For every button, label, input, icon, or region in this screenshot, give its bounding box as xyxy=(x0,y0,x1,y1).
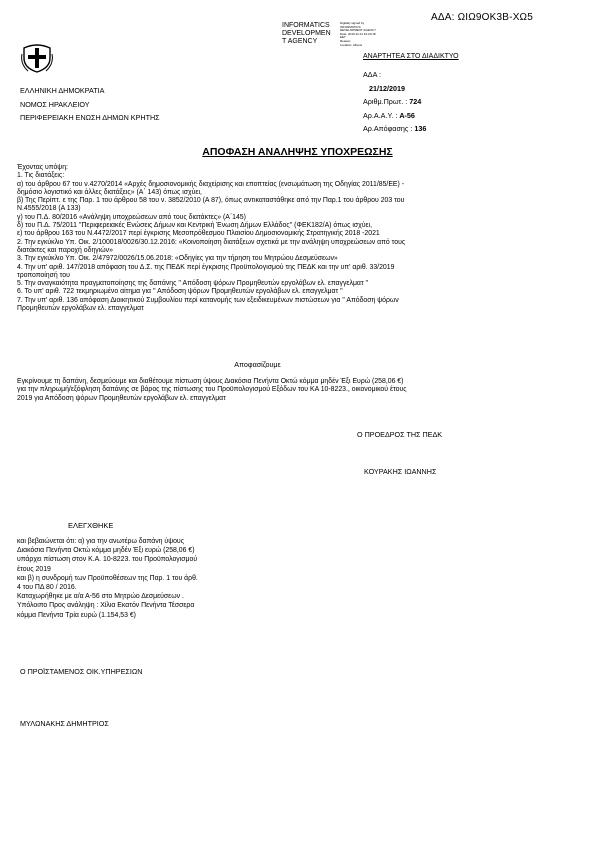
issuer-line: ΝΟΜΟΣ ΗΡΑΚΛΕΙΟΥ xyxy=(20,99,90,109)
body-line: 4. Την υπ' αριθ. 147/2018 απόφαση του Δ.Σ. της ΠΕΔΚ περί έγκρισης Προϋπολογισμού της ΠΕΔΚ και την υπ' αριθ. 33/2019 xyxy=(17,263,395,271)
ida-logo-line: DEVELOPMEN xyxy=(282,30,331,38)
body-line: δημόσιο λογιστικό και άλλες διατάξεις» (Α΄ 143) όπως ισχύει, xyxy=(17,188,202,196)
ada-label: ΑΔΑ : xyxy=(363,70,381,79)
verification-line: υπάρχει πίστωση στον Κ.Α. 10-8223. του Προϋπολογισμού xyxy=(17,556,198,564)
president-name: ΚΟΥΡΑΚΗΣ ΙΩΑΝΝΗΣ xyxy=(364,467,437,476)
decision-line: για την πληρωμή/εξόφληση δαπάνης σε βάρος της πίστωσης του Προϋπολογισμού Εξόδων του ΚΑ 10-8223., οικονομικού έτους xyxy=(17,386,407,394)
verification-line: έτους 2019 xyxy=(17,565,51,573)
body-line: Προμηθευτών εργολάβων ελ. επαγγελματ xyxy=(17,305,144,313)
ida-logo-line: INFORMATICS xyxy=(282,22,330,29)
verification-line: Διακόσια Πενήντα Οκτώ κόμμα μηδέν Έξι ευρώ (258,06 €) xyxy=(17,547,195,555)
body-line: Ν.4555/2018 (Α 133) xyxy=(17,205,81,213)
verification-line: Υπόλοιπο Προς ανάληψη : Χίλια Εκατόν Πενήντα Τέσσερα xyxy=(17,602,195,610)
verification-line: Καταχωρήθηκε με α/α Α-56 στο Μητρώο Δεσμεύσεων . xyxy=(17,593,184,601)
body-line: β) Της Περίπτ. ε της Παρ. 1 του άρθρου 58 του ν. 3852/2010 (Α 87), όπως αντικαταστάθηκε από την Παρ.1 του άρθρου 203 του xyxy=(17,197,405,205)
signature-line: DEVELOPMENT AGENCY xyxy=(340,28,376,33)
body-line: διατάκτες και παροχή οδηγιών» xyxy=(17,246,113,254)
signature-line: Location: Athens xyxy=(340,42,363,47)
body-line: 6. Το υπ' αριθ. 722 τεκμηριωμένο αίτημα για '' Απόδοση ψόρων Προμηθευτών εργολάβων ελ. επαγγελματ '' xyxy=(17,288,343,296)
decision-label: Αρ.Απόφασης : xyxy=(363,124,413,133)
body-line: 7. Την υπ' αριθ. 136 απόφαση Διοικητικού Συμβουλίου περί κατανομής των εξειδικευμένων πιστώσεων για '' Απόδοση ψόρων xyxy=(17,296,399,304)
issuer-line: ΕΛΛΗΝΙΚΗ ΔΗΜΟΚΡΑΤΙΑ xyxy=(20,86,105,95)
protocol-number: 724 xyxy=(409,97,422,106)
body-line: ε) του άρθρου 163 του Ν.4472/2017 περί έγκρισης Μεσοπρόθεσμου Πλαισίου Δημοσιονομικής Στρατηγικής 2018 -2021 xyxy=(17,230,380,238)
signature-line: EET xyxy=(340,35,346,40)
greek-coat-of-arms-icon xyxy=(20,40,54,74)
signature-line: Digitally signed by xyxy=(340,21,365,25)
signature-line: Reason: xyxy=(340,38,352,43)
verification-text xyxy=(17,537,198,620)
body-line: 3. Την εγκύκλιο Υπ. Οικ. 2/47972/0026/15.06.2018: «Οδηγίες για την τήρηση του Μητρώου Δεσμεύσεων» xyxy=(17,255,338,263)
considerations-section xyxy=(17,164,577,313)
body-line: 2. Την εγκύκλιο Υπ. Οικ. 2/100018/0026/30.12.2016: «Κοινοποίηση διατάξεων σχετικά με την ανάληψη υποχρεώσεων από τους xyxy=(17,238,406,246)
decision-number: 136 xyxy=(414,124,427,133)
decision-line: 2019 για Απόδοση ψόρων Προμηθευτών εργολάβων ελ. επαγγελματ xyxy=(17,394,226,402)
body-line: 5. Την αναγκαιότητα πραγματοποίησης της δαπάνης '' Απόδοση ψόρων Προμηθευτών εργολάβων ελ. επαγγελματ '' xyxy=(17,280,369,288)
body-line: α) του άρθρου 67 του ν.4270/2014 «Αρχές δημοσιονομικής διαχείρισης και εποπτείας (ενσωμάτωση της Οδηγίας 2011/85/ΕΕ) - xyxy=(17,180,405,188)
issuer-header xyxy=(20,84,160,125)
body-line: Έχοντας υπόψη: xyxy=(17,164,68,171)
decision-text xyxy=(17,378,577,403)
aay-number: Α-56 xyxy=(399,110,415,120)
protocol-label: Αριθμ.Πρωτ. : xyxy=(363,97,408,106)
verification-line: 4 του ΠΔ 80 / 2016. xyxy=(17,584,77,592)
ida-logo-line: T AGENCY xyxy=(282,38,318,46)
ida-logo xyxy=(282,22,342,47)
body-line: γ) του Π.Δ. 80/2016 «Ανάληψη υποχρεώσεων από τους διατάκτες» (Α΄145) xyxy=(17,213,246,221)
president-title: Ο ΠΡΟΕΔΡΟΣ ΤΗΣ ΠΕΔΚ xyxy=(357,430,443,439)
body-line: δ) του Π.Δ. 75/2011 ''Περιφερειακές Ενώσεις Δήμων και Κεντρική Ένωση Δήμων Ελλάδος'' (ΦΕΚ182/Α) όπως ισχύει, xyxy=(17,222,373,230)
issuer-line: ΠΕΡΙΦΕΡΕΙΑΚΗ ΕΝΩΣΗ ΔΗΜΩΝ ΚΡΗΤΗΣ xyxy=(20,113,160,122)
publish-online-label: ΑΝΑΡΤΗΤΕΑ ΣΤΟ ΔΙΑΔΙΚΤΥΟ xyxy=(363,53,459,60)
decision-line: Εγκρίνουμε τη δαπάνη, δεσμεύουμε και διαθέτουμε πίστωση ύψους Διακόσια Πενήντα Οκτώ κόμμα μηδέν Έξι Ευρώ (258,06 €) xyxy=(17,378,404,385)
aay-label: Αρ.Α.Α.Υ. : xyxy=(363,110,398,120)
document-meta xyxy=(363,68,426,136)
body-line: τροποποίησή του xyxy=(17,271,70,279)
signature-line: INFORMATICS xyxy=(340,24,361,29)
verification-line: και βεβαιώνεται ότι: α) για την ανωτέρω δαπάνη ύψους xyxy=(17,538,185,545)
body-line: 1. Τις διατάξεις: xyxy=(17,172,65,180)
verification-line: και β) η συνδρομή των Προϋποθέσεων της Παρ. 1 του άρθ. xyxy=(17,574,198,582)
decision-heading: Αποφασίζουμε xyxy=(234,360,281,369)
signature-line: Date: 2019.12.21 10:20:18 xyxy=(340,31,376,36)
ada-top-code: ΑΔΑ: ΩΙΩ9ΟΚ3Β-ΧΩ5 xyxy=(431,12,533,23)
checked-title: ΕΛΕΓΧΘΗΚΕ xyxy=(68,521,114,530)
finance-head-title: Ο ΠΡΟΪΣΤΑΜΕΝΟΣ ΟΙΚ.ΥΠΗΡΕΣΙΩΝ xyxy=(20,667,143,676)
document-title: ΑΠΟΦΑΣΗ ΑΝΑΛΗΨΗΣ ΥΠΟΧΡΕΩΣΗΣ xyxy=(202,146,393,158)
verification-line: κόμμα Πενήντα Τρία ευρώ (1.154,53 €) xyxy=(17,611,136,619)
digital-signature-stamp xyxy=(340,22,388,47)
document-date: 21/12/2019 xyxy=(369,83,405,93)
finance-head-name: ΜΥΛΩΝΑΚΗΣ ΔΗΜΗΤΡΙΟΣ xyxy=(20,719,109,728)
